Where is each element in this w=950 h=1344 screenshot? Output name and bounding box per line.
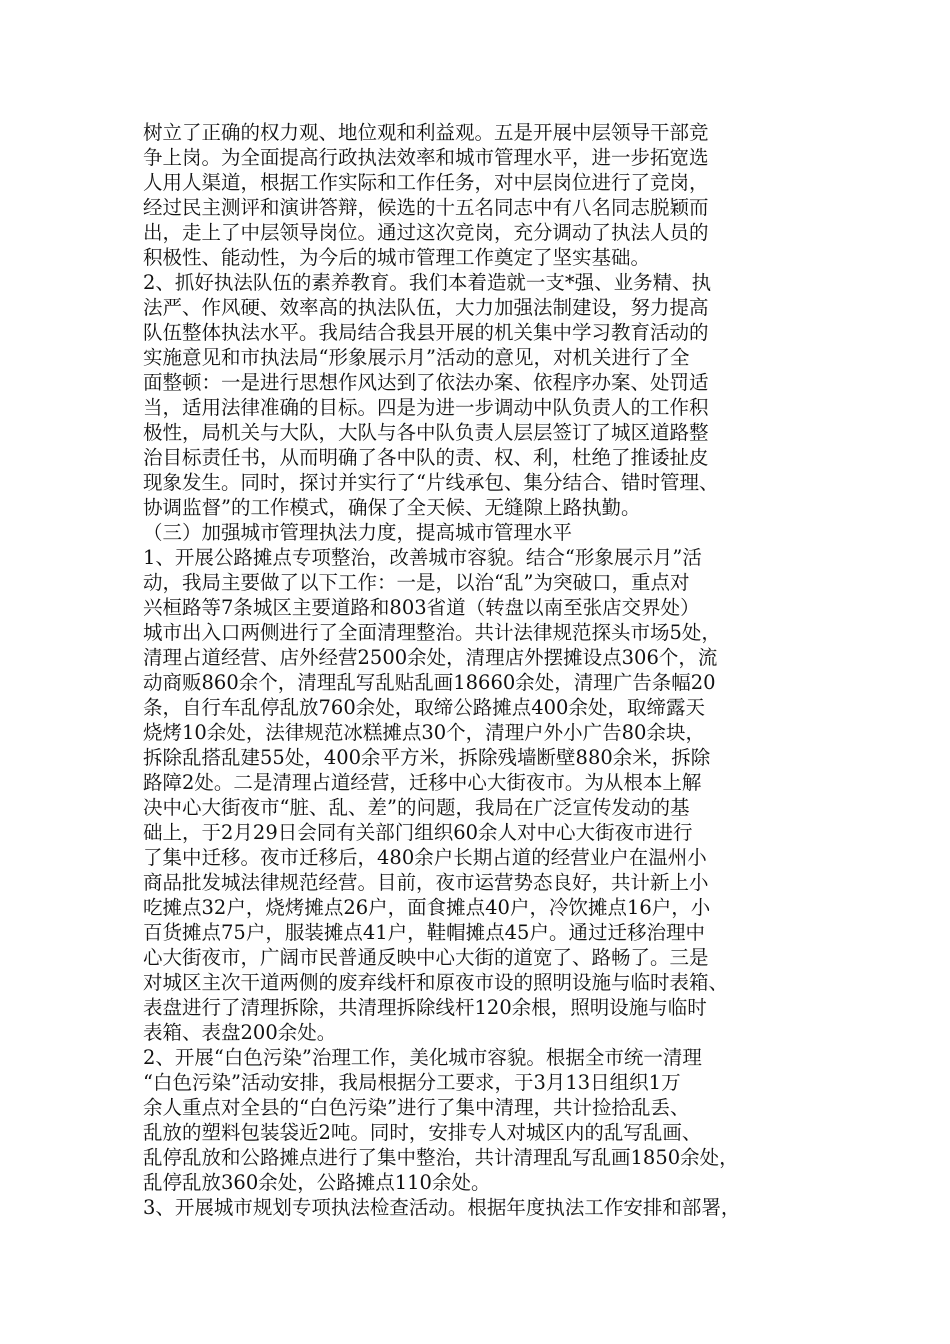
text-line: “白色污染”活动安排，我局根据分工要求，于3月13日组织1万 [143, 1071, 681, 1094]
text-line: 积极性、能动性，为今后的城市管理工作奠定了坚实基础。 [143, 246, 651, 269]
text-line: 吃摊点32户，烧烤摊点26户，面食摊点40户，冷饮摊点16户，小 [143, 896, 711, 919]
text-line: 余人重点对全县的“白色污染”进行了集中清理，共计捡拾乱丢、 [143, 1096, 690, 1119]
text-line: 动商贩860余个，清理乱写乱贴乱画18660余处，清理广告条幅20 [143, 671, 716, 694]
text-line: 路障2处。二是清理占道经营，迁移中心大街夜市。为从根本上解 [143, 771, 702, 794]
text-line: 现象发生。同时，探讨并实行了“片线承包、集分结合、错时管理、 [143, 471, 719, 494]
text-line: 兴桓路等7条城区主要道路和803省道（转盘以南至张店交界处） [143, 596, 700, 619]
text-line: 表盘进行了清理拆除，共清理拆除线杆120余根，照明设施与临时 [143, 996, 707, 1019]
text-line: 城市出入口两侧进行了全面清理整治。共计法律规范探头市场5处， [143, 621, 721, 644]
text-line: 1、开展公路摊点专项整治，改善城市容貌。结合“形象展示月”活 [143, 546, 702, 569]
text-line: 了集中迁移。夜市迁移后，480余户长期占道的经营业户在温州小 [143, 846, 707, 869]
text-line: 经过民主测评和演讲答辩，候选的十五名同志中有八名同志脱颖而 [143, 196, 709, 219]
text-line: 烧烤10余处，法律规范冰糕摊点30个，清理户外小广告80余块， [143, 721, 705, 744]
text-line: 队伍整体执法水平。我局结合我县开展的机关集中学习教育活动的 [143, 321, 709, 344]
text-line: 极性，局机关与大队，大队与各中队负责人层层签订了城区道路整 [143, 421, 709, 444]
text-line: 争上岗。为全面提高行政执法效率和城市管理水平，进一步拓宽选 [143, 146, 709, 169]
text-line: 表箱、表盘200余处。 [143, 1021, 337, 1044]
text-line: 商品批发城法律规范经营。目前，夜市运营势态良好，共计新上小 [143, 871, 709, 894]
text-line: 百货摊点75户，服装摊点41户，鞋帽摊点45户。通过迁移治理中 [143, 921, 705, 944]
text-line: 乱停乱放和公路摊点进行了集中整治，共计清理乱写乱画1850余处， [143, 1146, 739, 1169]
text-line: 决中心大街夜市“脏、乱、差”的问题，我局在广泛宣传发动的基 [143, 796, 690, 819]
text-line: 协调监督”的工作模式，确保了全天候、无缝隙上路执勤。 [143, 496, 641, 519]
text-line: 实施意见和市执法局“形象展示月”活动的意见，对机关进行了全 [143, 346, 690, 369]
body-text [143, 120, 823, 1220]
text-line: 心大街夜市，广阔市民普通反映中心大街的道宽了、路畅了。三是 [143, 946, 709, 969]
text-line: 人用人渠道，根据工作实际和工作任务，对中层岗位进行了竞岗， [143, 171, 709, 194]
text-line: 乱停乱放360余处，公路摊点110余处。 [143, 1171, 491, 1194]
text-line: 对城区主次干道两侧的废弃线杆和原夜市设的照明设施与临时表箱、 [143, 971, 729, 994]
text-line: 当，适用法律准确的目标。四是为进一步调动中队负责人的工作积 [143, 396, 709, 419]
text-line: 法严、作风硬、效率高的执法队伍，大力加强法制建设，努力提高 [143, 296, 709, 319]
text-line: 拆除乱搭乱建55处，400余平方米，拆除残墙断壁880余米，拆除 [143, 746, 711, 769]
text-line: 动，我局主要做了以下工作：一是，以治“乱”为突破口，重点对 [143, 571, 690, 594]
text-line: 乱放的塑料包装袋近2吨。同时，安排专人对城区内的乱写乱画、 [143, 1121, 702, 1144]
text-line: 2、抓好执法队伍的素养教育。我们本着造就一支*强、业务精、执 [143, 271, 712, 294]
text-line: 治目标责任书，从而明确了各中队的责、权、利，杜绝了推诿扯皮 [143, 446, 709, 469]
text-line: 清理占道经营、店外经营2500余处，清理店外摆摊设点306个，流 [143, 646, 718, 669]
text-line: （三）加强城市管理执法力度，提高城市管理水平 [143, 521, 573, 544]
text-line: 2、开展“白色污染”治理工作，美化城市容貌。根据全市统一清理 [143, 1046, 702, 1069]
text-line: 出，走上了中层领导岗位。通过这次竞岗，充分调动了执法人员的 [143, 221, 709, 244]
text-line: 面整顿：一是进行思想作风达到了依法办案、依程序办案、处罚适 [143, 371, 709, 394]
text-line: 条，自行车乱停乱放760余处，取缔公路摊点400余处，取缔露天 [143, 696, 705, 719]
text-line: 3、开展城市规划专项执法检查活动。根据年度执法工作安排和部署， [143, 1196, 741, 1219]
text-line: 础上，于2月29日会同有关部门组织60余人对中心大街夜市进行 [143, 821, 693, 844]
text-line: 树立了正确的权力观、地位观和利益观。五是开展中层领导干部竞 [143, 121, 709, 144]
